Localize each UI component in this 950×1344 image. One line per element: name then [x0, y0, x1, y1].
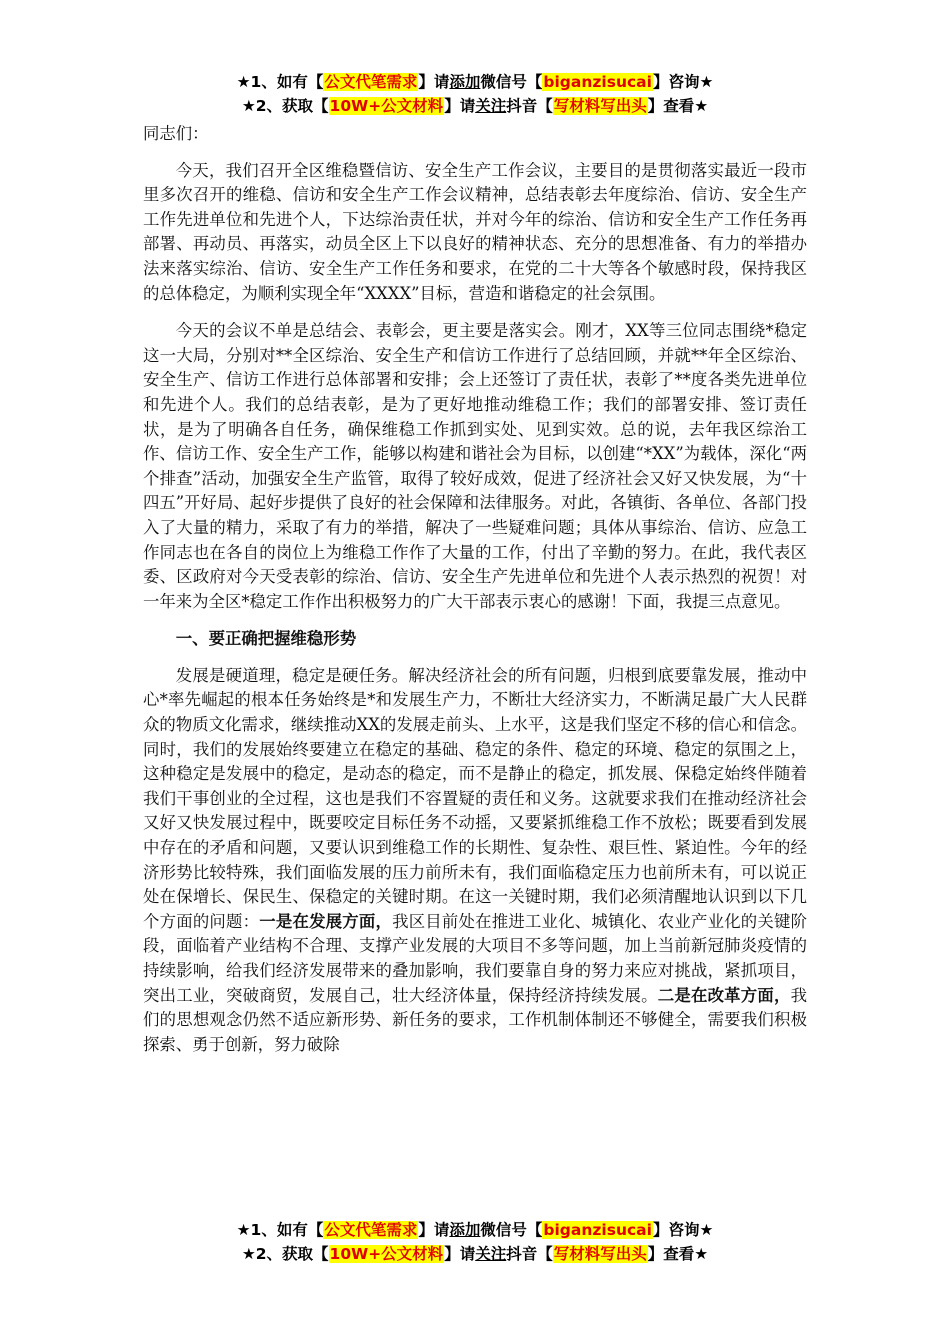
paragraph-1: 今天，我们召开全区维稳暨信访、安全生产工作会议，主要目的是贯彻落实最近一段市里多次召开的维稳、信访和安全生产工作会议精神，总结表彰去年度综治、信访、安全生产工作先进单位和先进个人，下达综治责任状，并对今年的综治、信访和安全生产工作任务再部署、再动员、再落实，动员全区上下以良好的精神状态、充分的思想准备、有力的举措办法来落实综治、信访、安全生产工作任务和要求，在党的二十大等各个敏感时段，保持我区的总体稳定，为顺利实现全年“XXXX”目标，营造和谐稳定的社会氛围。 [143, 160, 807, 303]
bold-lead-in: 一是在发展方面， [259, 911, 393, 931]
paragraph-3 [143, 664, 807, 1058]
banner-underline-text: 添加 [449, 73, 481, 91]
banner-underline-text: 关注 [475, 97, 507, 115]
banner-underline-text: 添加 [449, 1221, 481, 1239]
banner-text: ★1、如有【 [236, 73, 324, 91]
banner-text: 】咨询★ [652, 73, 714, 91]
banner-highlight: 10W+公文材料 [329, 97, 444, 115]
banner-text: 】请 [444, 97, 476, 115]
banner-wechat-id: biganzisucai [543, 73, 652, 91]
banner-text: 】查看★ [647, 97, 709, 115]
footer-banner [0, 1218, 950, 1266]
banner-text: ★1、如有【 [236, 1221, 324, 1239]
banner-text: 】请 [418, 73, 450, 91]
banner-underline-text: 关注 [475, 1245, 507, 1263]
banner-wechat-id: biganzisucai [543, 1221, 652, 1239]
banner-text: 抖音【 [506, 97, 553, 115]
banner-line-1 [0, 70, 950, 94]
paragraph-2: 今天的会议不单是总结会、表彰会，更主要是落实会。刚才，XX等三位同志围绕*稳定这一大局，分别对**全区综治、安全生产和信访工作进行了总结回顾，并就**年全区综治、安全生产、信访工作进行总体部署和安排；会上还签订了责任状，表彰了**度各类先进单位和先进个人。我们的总结表彰，是为了更好地推动维稳工作；我们的部署安排、签订责任状，是为了明确各自任务，确保维稳工作抓到实处、见到实效。总的说，去年我区综治工作、信访工作、安全生产工作，能够以构建和谐社会为目标，以创建“*XX”为载体，深化“两个排查”活动，加强安全生产监管，取得了较好成效，促进了经济社会又好又快发展，为“十四五”开好局、起好步提供了良好的社会保障和法律服务。对此，各镇街、各单位、各部门投入了大量的精力，采取了有力的举措，解决了一些疑难问题；具体从事综治、信访、应急工作同志也在各自的岗位上为维稳工作作了大量的工作，付出了辛勤的努力。在此，我代表区委、区政府对今天受表彰的综治、信访、安全生产先进单位和先进个人表示热烈的祝贺！对一年来为全区*稳定工作作出积极努力的广大干部表示衷心的感谢！下面，我提三点意见。 [143, 321, 808, 611]
banner-text: 】请 [418, 1221, 450, 1239]
banner-highlight: 公文代笔需求 [324, 73, 418, 91]
banner-text: 】咨询★ [652, 1221, 714, 1239]
paragraph-text: 我区目前处在推进工业化、城镇化、农业产业化的关键阶段，面临着产业结构不合理、支撑产业发展的大项目不多等问题，加上当前新冠肺炎疫情的持续影响，给我们经济发展带来的叠加影响，我们要靠自身的努力来应对挑战，紧抓项目，突出工业，突破商贸，发展自己，壮大经济体量，保持经济持续发展。 [143, 911, 808, 1005]
header-banner [0, 70, 950, 118]
greeting: 同志们： [143, 124, 209, 143]
banner-douyin-id: 写材料写出头 [553, 97, 647, 115]
banner-highlight: 公文代笔需求 [324, 1221, 418, 1239]
banner-douyin-id: 写材料写出头 [553, 1245, 647, 1263]
paragraph-text: 发展是硬道理，稳定是硬任务。解决经济社会的所有问题，归根到底要靠发展，推动中心*率先崛起的根本任务始终是*和发展生产力，不断壮大经济实力，不断满足最广大人民群众的物质文化需求，继续推动XX的发展走前头、上水平，这是我们坚定不移的信心和信念。同时，我们的发展始终要建立在稳定的基础、稳定的条件、稳定的环境、稳定的氛围之上，这种稳定是发展中的稳定，是动态的稳定，而不是静止的稳定，抓发展、保稳定始终伴随着我们干事创业的全过程，这也是我们不容置疑的责任和义务。这就要求我们在推动经济社会又好又快发展过程中，既要咬定目标任务不动摇，又要紧抓维稳工作不放松；既要看到发展中存在的矛盾和问题，又要认识到维稳工作的长期性、复杂性、艰巨性、紧迫性。今年的经济形势比较特殊，我们面临发展的压力前所未有，我们面临稳定压力也前所未有，可以说正处在保增长、保民生、保稳定的关键时期。在这一关键时期，我们必须清醒地认识到以下几个方面的问题： [143, 665, 807, 931]
banner-text: 抖音【 [506, 1245, 553, 1263]
paragraph-text: 我们的思想观念仍然不适应新形势、新任务的要求，工作机制体制还不够健全，需要我们积极探索、勇于创新，努力破除 [143, 985, 807, 1054]
section-heading-1: 一、要正确把握维稳形势 [175, 629, 357, 649]
banner-text: 微信号【 [480, 1221, 543, 1239]
banner-text: 】查看★ [647, 1245, 709, 1263]
banner-highlight: 10W+公文材料 [329, 1245, 444, 1263]
bold-lead-in: 二是在改革方面， [657, 985, 791, 1005]
banner-text: 】请 [444, 1245, 476, 1263]
banner-text: ★2、获取【 [241, 1245, 329, 1263]
banner-line-2 [0, 94, 950, 118]
banner-text: 微信号【 [480, 73, 543, 91]
banner-line-1 [0, 1218, 950, 1242]
document-body [143, 122, 807, 1070]
banner-text: ★2、获取【 [241, 97, 329, 115]
banner-line-2 [0, 1242, 950, 1266]
